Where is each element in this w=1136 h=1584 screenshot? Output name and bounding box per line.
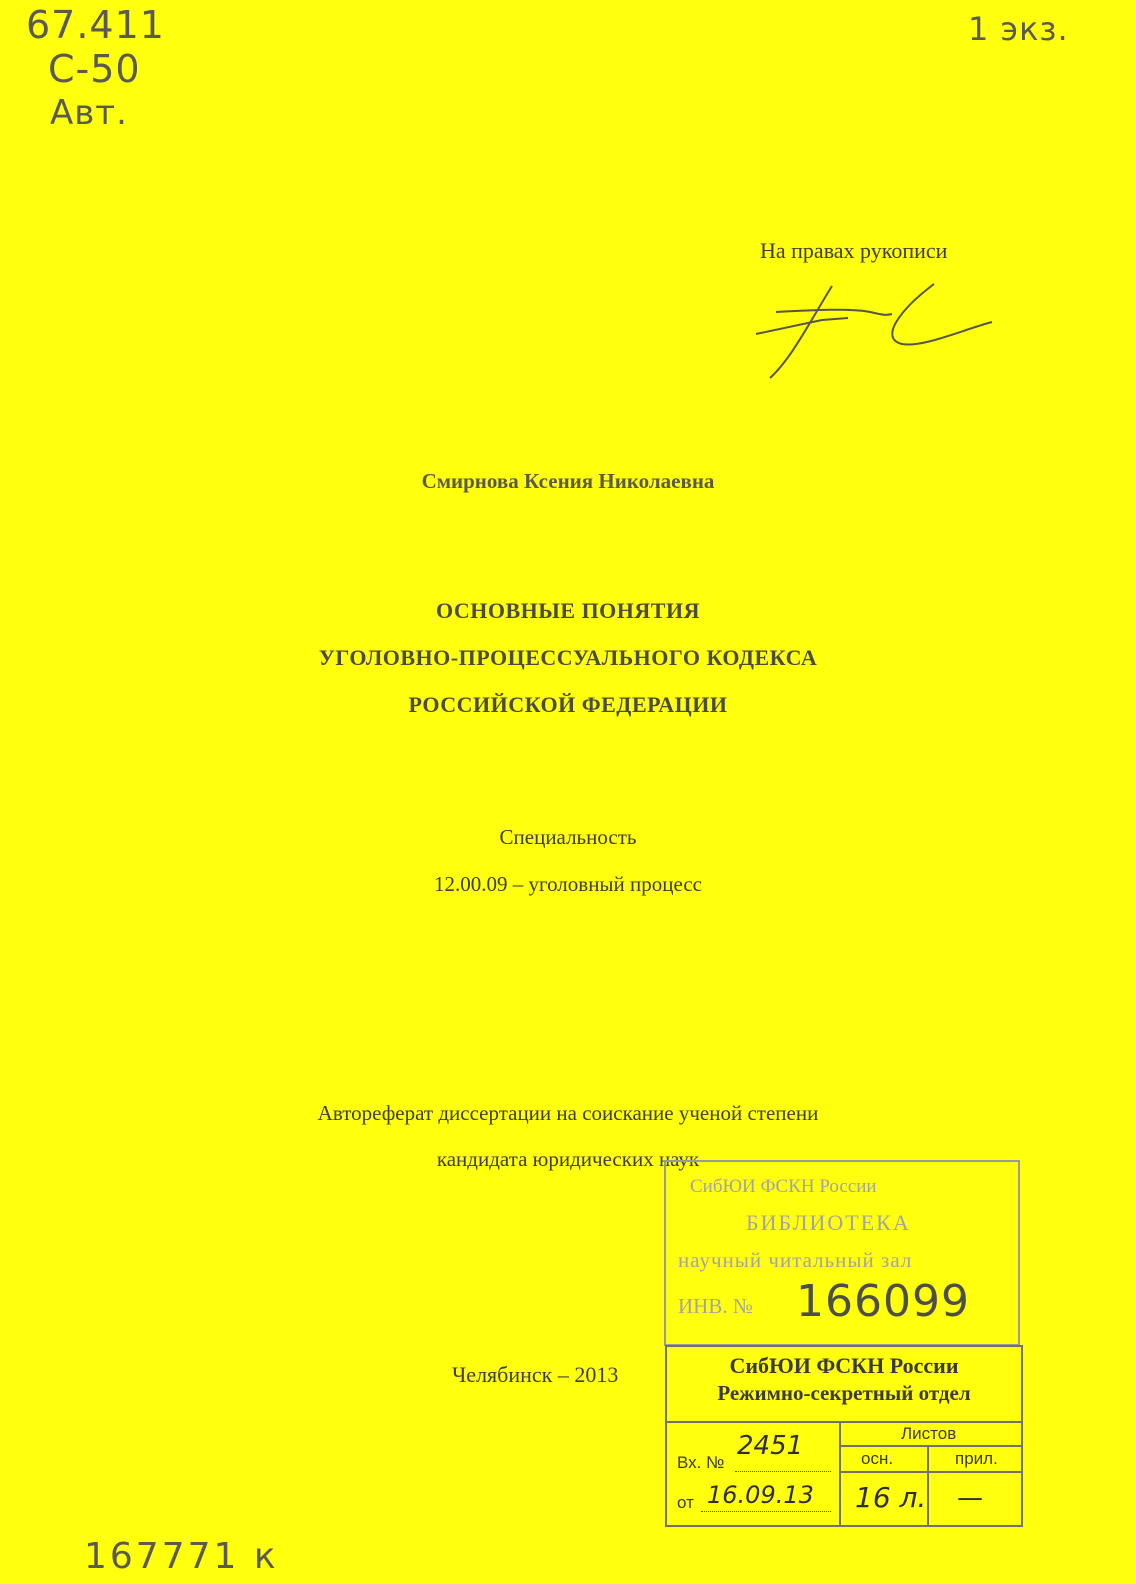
date-line (701, 1511, 831, 1512)
stamp-divider (839, 1445, 1023, 1447)
appendix-sheets-label: прил. (955, 1449, 998, 1468)
place-year: Челябинск – 2013 (452, 1362, 619, 1387)
main-sheets-value: 16 л. (855, 1481, 927, 1514)
library-stamp (664, 1160, 1020, 1346)
title-line-1: ОСНОВНЫЕ ПОНЯТИЯ (436, 598, 700, 623)
stamp-divider (667, 1421, 1021, 1423)
stamp-divider (927, 1445, 929, 1527)
manuscript-note: На правах рукописи (760, 238, 948, 263)
registration-stamp-dept: Режимно-секретный отдел (717, 1381, 971, 1405)
library-stamp-hall: научный читальный зал (678, 1248, 913, 1272)
shelf-code-line-2: С-50 (48, 47, 141, 91)
author-signature (752, 278, 1002, 388)
title-line-3: РОССИЙСКОЙ ФЕДЕРАЦИИ (408, 692, 728, 717)
copies-note: 1 экз. (968, 10, 1069, 48)
stamp-divider (839, 1421, 841, 1527)
registration-stamp-org: СибЮИ ФСКН России (729, 1353, 959, 1378)
abstract-line-2: кандидата юридических наук (436, 1147, 700, 1171)
shelf-code-line-3: Авт. (50, 93, 128, 133)
appendix-sheets-value: — (957, 1483, 983, 1513)
incoming-number-line (735, 1471, 831, 1472)
title-line-2: УГОЛОВНО-ПРОЦЕССУАЛЬНОГО КОДЕКСА (318, 645, 818, 670)
registration-stamp (665, 1345, 1023, 1527)
inventory-number-handwritten: 167771 к (84, 1536, 279, 1577)
registration-date: 16.09.13 (707, 1481, 814, 1509)
library-stamp-inv-number: 166099 (796, 1276, 970, 1327)
specialty-code: 12.00.09 – уголовный процесс (433, 872, 702, 896)
library-stamp-org: СибЮИ ФСКН России (690, 1176, 877, 1197)
library-stamp-title: БИБЛИОТЕКА (746, 1210, 911, 1235)
main-sheets-label: осн. (861, 1449, 894, 1468)
abstract-line-1: Автореферат диссертации на соискание ученой степени (317, 1101, 819, 1125)
date-label: от (677, 1493, 694, 1512)
incoming-number-label: Вх. № (677, 1453, 725, 1472)
incoming-number: 2451 (737, 1431, 804, 1461)
sheets-label: Листов (901, 1424, 957, 1443)
library-stamp-inv-label: ИНВ. № (678, 1294, 753, 1318)
author-name: Смирнова Ксения Николаевна (421, 469, 715, 493)
specialty-label: Специальность (499, 825, 637, 849)
stamp-divider (839, 1471, 1023, 1473)
shelf-code-line-1: 67.411 (26, 3, 165, 47)
